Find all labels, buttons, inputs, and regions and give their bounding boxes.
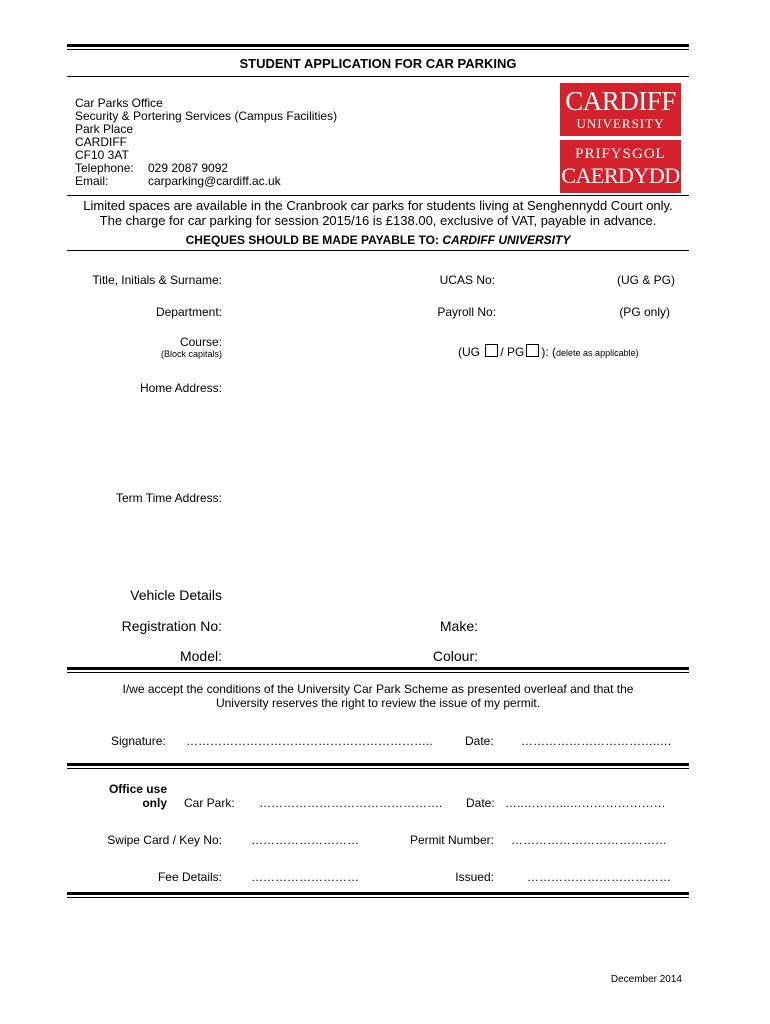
address-line-1: Car Parks Office [75,96,163,110]
intro-line-1: Limited spaces are available in the Cranbrook car parks for students living at Senghennydd Court only. [83,198,673,213]
colour-label: Colour: [432,648,478,664]
logo-university: UNIVERSITY [576,116,665,131]
fee-details-label: Fee Details: [157,870,222,884]
car-park-label: Car Park: [184,796,235,810]
address-rule [67,195,689,196]
swipe-card-label: Swipe Card / Key No: [107,833,222,847]
intro-line-2: The charge for car parking for session 2015/16 is £138.00, exclusive of VAT, payable in advance. [99,213,657,228]
permit-number-field[interactable]: ………………………………… [511,833,667,847]
top-rule-thin [67,49,689,50]
logo-caerdydd: CAERDYDD [561,163,680,188]
swipe-card-field[interactable]: ……………………… [251,833,359,847]
office-date-label: Date: [466,796,495,810]
department-label: Department: [155,305,222,319]
course-label: Course: [179,335,222,349]
course-note: (Block capitals) [160,349,222,359]
make-label: Make: [439,618,478,634]
name-label: Title, Initials & Surname: [92,273,222,287]
logo-cardiff: CARDIFF [565,86,676,116]
pg-checkbox[interactable] [526,344,539,357]
office-date-field[interactable]: …..………...…………………… [505,796,666,810]
office-rule [67,892,689,895]
cheques-notice [67,234,689,247]
cheques-prefix: CHEQUES SHOULD BE MADE PAYABLE TO: [185,233,439,247]
level-ug-label: (UG [458,345,480,359]
permit-number-label: Permit Number: [409,833,494,847]
address-line-3: Park Place [75,122,134,136]
payroll-label: Payroll No: [437,305,496,319]
declaration-rule [67,763,689,766]
level-note: delete as applicable) [556,348,639,358]
registration-label: Registration No: [121,618,222,634]
address-line-4: CARDIFF [75,135,127,149]
declaration-line-1: I/we accept the conditions of the University Car Park Scheme as presented overleaf and that the [122,682,634,696]
address-line-5: CF10 3AT [75,148,129,162]
cardiff-university-logo [560,83,681,193]
car-park-field[interactable]: ………………………………………. [259,796,443,810]
level-selector [458,344,639,360]
page-title: STUDENT APPLICATION FOR CAR PARKING [239,56,517,71]
office-use-label-1: Office use [108,782,167,796]
payroll-note: (PG only) [619,305,670,319]
level-pg-label: / PG [500,345,525,359]
declaration-date-field[interactable]: ……………………………..… [521,734,672,748]
model-label: Model: [179,648,222,664]
vehicle-rule [67,667,689,670]
office-use-label-2: only [142,796,167,810]
ug-checkbox[interactable] [485,344,498,357]
vehicle-heading: Vehicle Details [130,587,222,603]
logo-panel-welsh [560,140,681,193]
logo-panel-english [560,83,681,136]
office-rule-thin [67,897,689,898]
email-label: Email: [75,174,109,188]
issued-label: Issued: [455,870,494,884]
ucas-note: (UG & PG) [616,273,675,287]
footer-date: December 2014 [610,974,682,985]
home-address-label: Home Address: [139,381,222,395]
declaration-date-label: Date: [465,734,494,748]
telephone-label: Telephone: [75,161,134,175]
top-rule [67,44,689,47]
issued-field[interactable]: ……………………………… [527,870,671,884]
signature-field[interactable]: …………………………………………………….. [186,734,433,748]
email-value[interactable]: carparking@cardiff.ac.uk [148,174,281,188]
declaration-line-2: University reserves the right to review the issue of my permit. [215,696,541,710]
address-line-2: Security & Portering Services (Campus Facilities) [75,109,338,123]
term-address-label: Term Time Address: [115,491,222,505]
intro-rule [67,250,689,251]
level-close: ): ( [541,345,557,359]
vehicle-rule-thin [67,672,689,673]
fee-details-field[interactable]: ……………………… [251,870,359,884]
title-rule [67,76,689,77]
ucas-label: UCAS No: [439,273,495,287]
telephone-value: 029 2087 9092 [148,161,229,175]
signature-label: Signature: [111,734,166,748]
logo-prifysgol: PRIFYSGOL [575,146,666,162]
declaration-rule-thin [67,768,689,769]
cheques-payee: CARDIFF UNIVERSITY [442,233,571,247]
